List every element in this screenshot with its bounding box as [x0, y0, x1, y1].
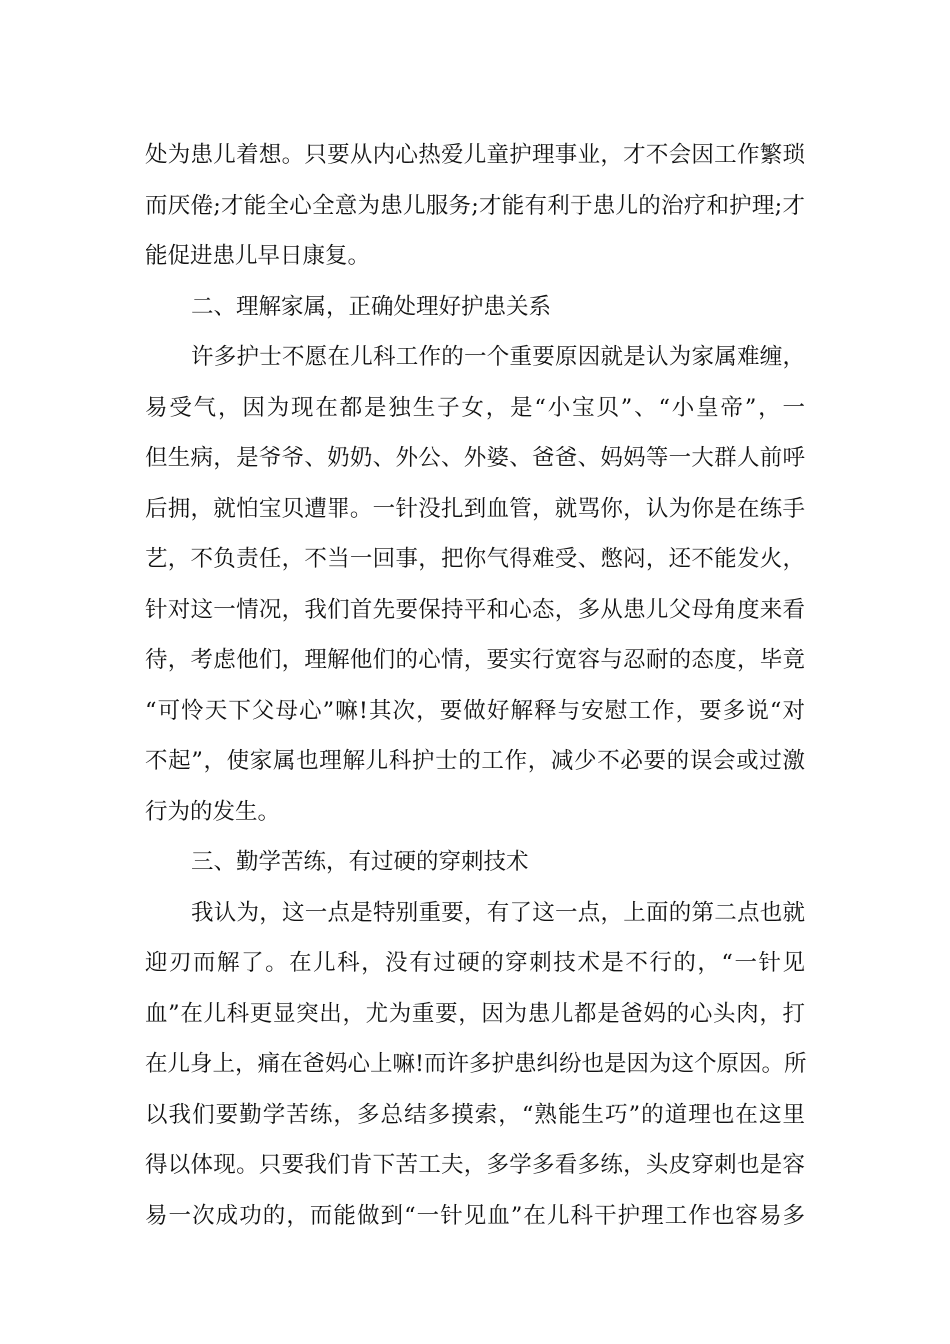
body-text	[145, 130, 805, 1241]
text-line: 针对这一情况，我们首先要保持平和心态，多从患儿父母角度来看	[145, 596, 805, 623]
text-line: 而厌倦;才能全心全意为患儿服务;才能有利于患儿的治疗和护理;才	[145, 192, 805, 219]
text-line: 在儿身上，痛在爸妈心上嘛!而许多护患纠纷也是因为这个原因。所	[145, 1051, 807, 1077]
text-line: 能促进患儿早日康复。	[145, 243, 371, 269]
text-line: 我认为，这一点是特别重要，有了这一点，上面的第二点也就	[191, 899, 805, 926]
text-line: 待，考虑他们，理解他们的心情，要实行宽容与忍耐的态度，毕竟	[145, 647, 805, 673]
section-heading: 三、勤学苦练，有过硬的穿刺技术	[191, 849, 529, 875]
text-line: 但生病，是爷爷、奶奶、外公、外婆、爸爸、妈妈等一大群人前呼	[145, 445, 805, 471]
text-line: 易受气，因为现在都是独生子女，是“小宝贝”、“小皇帝”，一	[145, 394, 805, 421]
text-line: 不起”，使家属也理解儿科护士的工作，减少不必要的误会或过激	[145, 748, 805, 774]
text-line: 艺，不负责任，不当一回事，把你气得难受、憋闷，还不能发火，	[145, 546, 805, 572]
text-line: 行为的发生。	[145, 798, 281, 825]
text-line: “可怜天下父母心”嘛!其次，要做好解释与安慰工作，要多说“对	[145, 697, 805, 724]
text-line: 迎刃而解了。在儿科，没有过硬的穿刺技术是不行的，“一针见	[145, 950, 805, 976]
text-line: 得以体现。只要我们肯下苦工夫，多学多看多练，头皮穿刺也是容	[145, 1152, 805, 1178]
text-line: 处为患儿着想。只要从内心热爱儿童护理事业，才不会因工作繁琐	[145, 142, 805, 168]
section-heading: 二、理解家属，正确处理好护患关系	[191, 293, 552, 320]
text-line: 易一次成功的，而能做到“一针见血”在儿科干护理工作也容易多	[145, 1202, 805, 1229]
text-line: 血”在儿科更显突出，尤为重要，因为患儿都是爸妈的心头肉，打	[145, 1000, 805, 1027]
text-line: 后拥，就怕宝贝遭罪。一针没扎到血管，就骂你，认为你是在练手	[145, 495, 805, 522]
text-line: 许多护士不愿在儿科工作的一个重要原因就是认为家属难缠，	[191, 344, 805, 370]
text-line: 以我们要勤学苦练，多总结多摸索，“熟能生巧”的道理也在这里	[145, 1101, 805, 1128]
